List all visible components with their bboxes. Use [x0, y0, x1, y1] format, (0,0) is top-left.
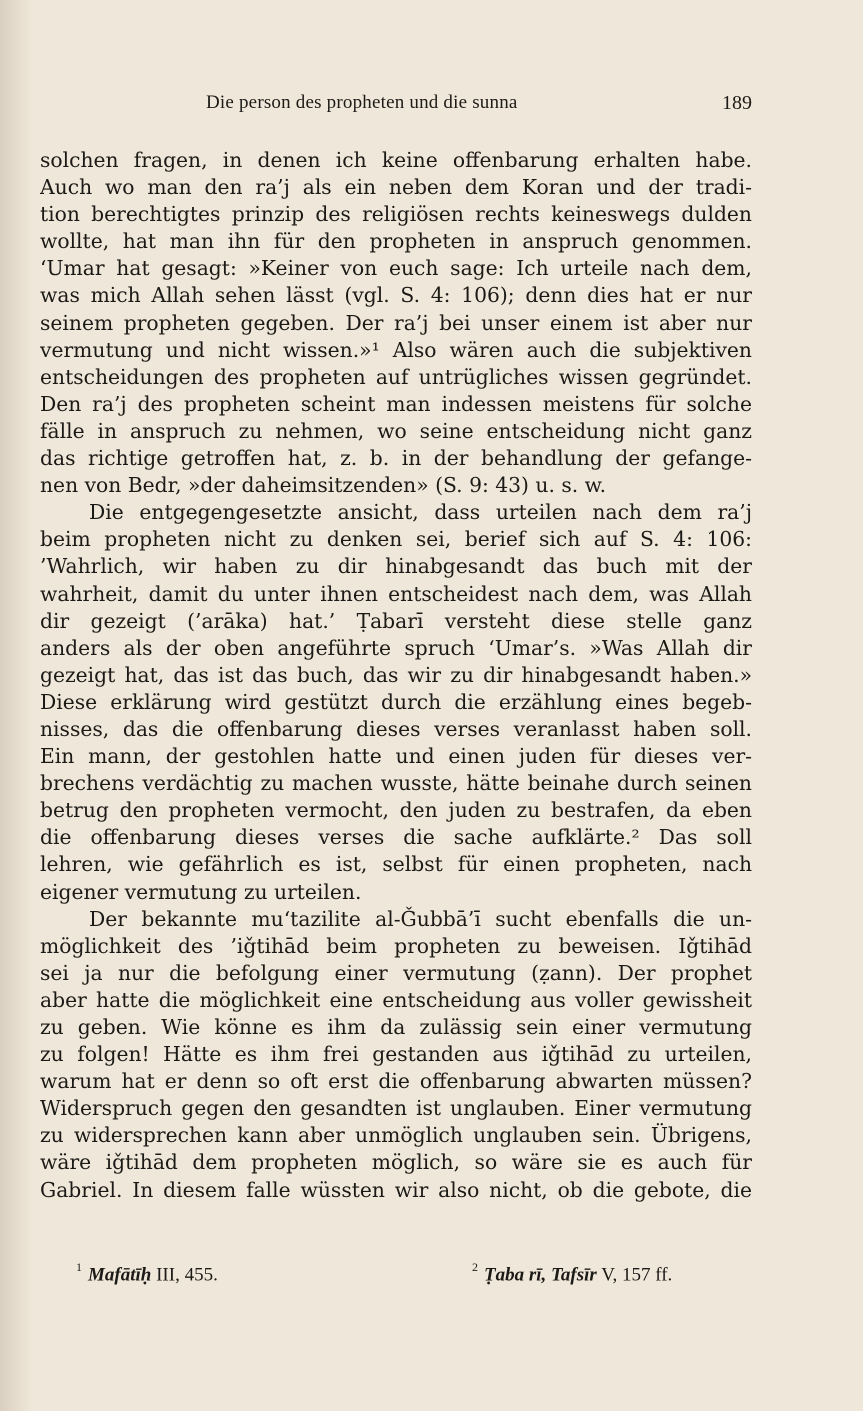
- footnote-2: [472, 1262, 672, 1286]
- footnote-mark: 2: [472, 1260, 478, 1274]
- text-line: brechens verdächtig zu machen wusste, hätte beinahe durch seinen: [40, 771, 752, 796]
- footnotes: [40, 1262, 752, 1288]
- footnote-reference: III, 455.: [156, 1264, 218, 1286]
- text-line: wahrheit, damit du unter ihnen entscheidest nach dem, was Allah: [40, 581, 752, 606]
- text-line: Auch wo man den ra’j als ein neben dem Koran und der tradi-: [40, 175, 752, 200]
- text-line: anders als der oben angeführte spruch ‘Umar’s. »Was Allah dir: [40, 635, 752, 660]
- text-line: nen von Bedr, »der daheimsitzenden» (S. 9: 43) u. s. w.: [40, 473, 607, 498]
- text-line: Den ra’j des propheten scheint man indessen meistens für solche: [40, 391, 752, 416]
- text-line: wäre iǧtihād dem propheten möglich, so wäre sie es auch für: [40, 1150, 752, 1175]
- text-line: solchen fragen, in denen ich keine offenbarung erhalten habe.: [40, 148, 752, 172]
- paragraph-3: [40, 906, 752, 1204]
- text-line: aber hatte die möglichkeit eine entscheidung aus voller gewissheit: [40, 987, 752, 1012]
- text-line: seinem propheten gegeben. Der ra’j bei unser einem ist aber nur: [40, 310, 752, 335]
- text-line: die offenbarung dieses verses die sache aufklärte.² Das soll: [40, 825, 752, 850]
- text-line: ‘Umar hat gesagt: »Keiner von euch sage: Ich urteile nach dem,: [40, 256, 752, 281]
- text-line: was mich Allah sehen lässt (vgl. S. 4: 106); denn dies hat er nur: [40, 283, 752, 308]
- page-number: 189: [722, 92, 752, 114]
- text-line: nisses, das die offenbarung dieses verses veranlasst haben soll.: [40, 716, 752, 741]
- text-line: wollte, hat man ihn für den propheten in anspruch genommen.: [40, 229, 752, 254]
- text-line: betrug den propheten vermocht, den juden zu bestrafen, da eben: [40, 798, 752, 823]
- text-line: zu folgen! Hätte es ihm frei gestanden aus iǧtihād zu urteilen,: [40, 1042, 752, 1067]
- footnote-source: Mafātīḥ: [88, 1264, 152, 1286]
- text-line: zu geben. Wie könne es ihm da zulässig sein einer vermutung: [40, 1015, 752, 1039]
- text-line: fälle in anspruch zu nehmen, wo seine entscheidung nicht ganz: [40, 418, 752, 443]
- running-title: Die person des propheten und die sunna: [206, 92, 518, 113]
- text-line: beim propheten nicht zu denken sei, berief sich auf S. 4: 106:: [40, 527, 752, 552]
- page-edge-shadow: [0, 0, 32, 1411]
- text-line: tion berechtigtes prinzip des religiösen rechts keineswegs dulden: [40, 202, 752, 227]
- footnote-reference: V, 157 ff.: [601, 1264, 673, 1286]
- text-line: Ein mann, der gestohlen hatte und einen juden für dieses ver-: [40, 744, 752, 769]
- text-line: dir gezeigt (’arāka) hat.’ Ṭabarī versteht diese stelle ganz: [40, 608, 752, 633]
- text-line: das richtige getroffen hat, z. b. in der behandlung der gefange-: [40, 446, 752, 471]
- text-line: entscheidungen des propheten auf untrügliches wissen gegründet.: [40, 364, 752, 389]
- body-text: [40, 147, 752, 1204]
- paragraph-1: [40, 147, 752, 499]
- text-line: Gabriel. In diesem falle wüssten wir also nicht, ob die gebote, die: [40, 1177, 752, 1202]
- text-line: Widerspruch gegen den gesandten ist unglauben. Einer vermutung: [40, 1096, 752, 1121]
- footnote-1: [76, 1262, 218, 1286]
- footnote-source: Ṭaba rī, Tafsīr: [484, 1264, 597, 1286]
- text-line: warum hat er denn so oft erst die offenbarung abwarten müssen?: [40, 1069, 752, 1094]
- text-line: Die entgegengesetzte ansicht, dass urteilen nach dem ra’j: [89, 500, 752, 525]
- text-line: möglichkeit des ’iǧtihād beim propheten zu beweisen. Iǧtihād: [40, 933, 752, 958]
- text-line: Der bekannte mu‘tazilite al-Ǧubbā’ī sucht ebenfalls die un-: [89, 906, 752, 931]
- text-line: gezeigt hat, das ist das buch, das wir zu dir hinabgesandt haben.»: [40, 662, 752, 687]
- text-line: lehren, wie gefährlich es ist, selbst für einen propheten, nach: [40, 852, 752, 877]
- paragraph-2: [40, 499, 752, 905]
- text-line: sei ja nur die befolgung einer vermutung (ẓann). Der prophet: [40, 960, 752, 985]
- text-line: Diese erklärung wird gestützt durch die erzählung eines begeb-: [40, 689, 752, 714]
- text-line: eigener vermutung zu urteilen.: [40, 879, 362, 904]
- footnote-mark: 1: [76, 1260, 82, 1274]
- running-head: [40, 92, 752, 116]
- text-line: vermutung und nicht wissen.»¹ Also wären auch die subjektiven: [40, 337, 752, 362]
- text-line: zu widersprechen kann aber unmöglich unglauben sein. Übrigens,: [40, 1123, 752, 1148]
- text-line: ’Wahrlich, wir haben zu dir hinabgesandt das buch mit der: [40, 554, 752, 579]
